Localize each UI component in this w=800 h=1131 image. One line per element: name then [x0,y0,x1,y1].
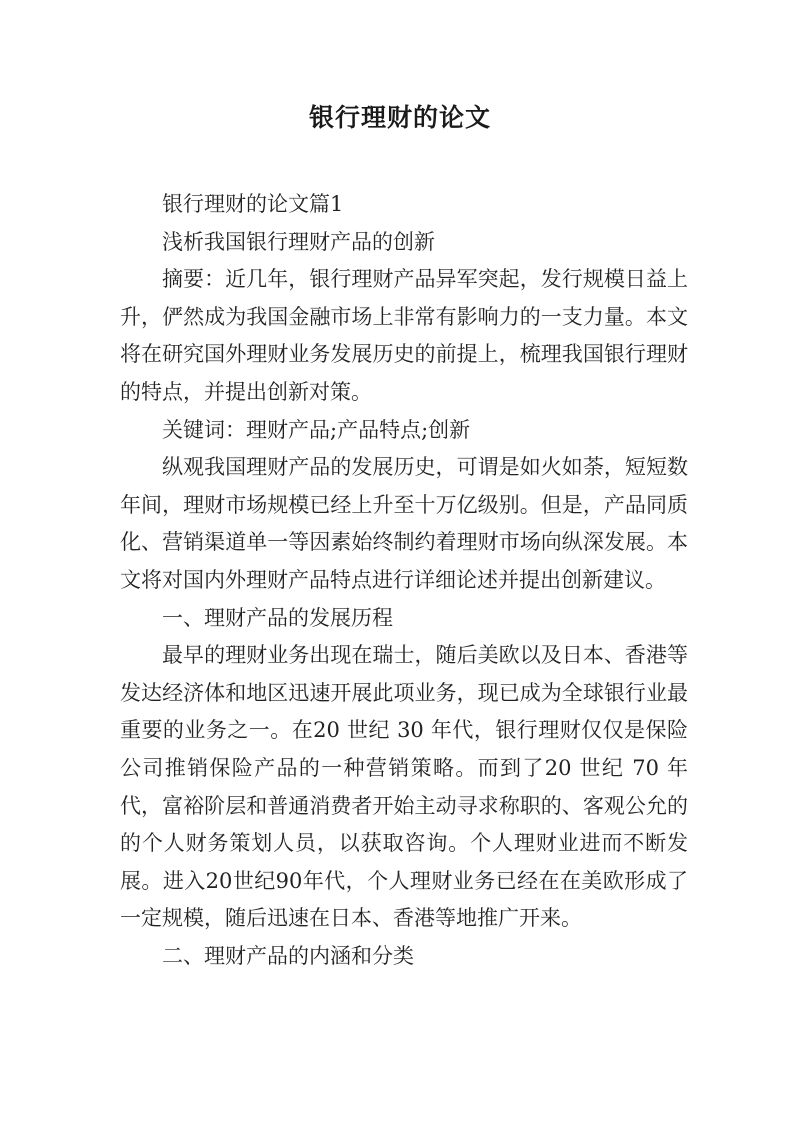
section-heading-2: 二、理财产品的内涵和分类 [162,943,414,968]
article-title: 浅析我国银行理财产品的创新 [162,229,435,254]
abstract-paragraph: 摘要：近几年，银行理财产品异军突起，发行规模日益上升，俨然成为我国金融市场上非常有影响力的一支力量。本文将在研究国外理财业务发展历史的前提上，梳理我国银行理财的特点，并提出创新对策。 [120,267,688,404]
keywords-paragraph: 关键词：理财产品;产品特点;创新 [162,417,471,442]
intro-paragraph: 纵观我国理财产品的发展历史，可谓是如火如荼，短短数年间，理财市场规模已经上升至十万亿级别。但是，产品同质化、营销渠道单一等因素始终制约着理财市场向纵深发展。本文将对国内外理财产品特点进行详细论述并提出创新建议。 [120,455,688,592]
section-heading-1: 一、理财产品的发展历程 [162,605,393,630]
history-paragraph: 最早的理财业务出现在瑞士，随后美欧以及日本、香港等发达经济体和地区迅速开展此项业务，现已成为全球银行业最重要的业务之一。在20 世纪 30 年代，银行理财仅仅是保险公司推销保险产品的一种营销策略。而到了20 世纪 70 年代，富裕阶层和普通消费者开始主动寻求称职的、客观公允的的个人财务策划人员，以获取咨询。个人理财业进而不断发展。进入20世纪90年代，个人理财业务已经在在美欧形成了一定规模，随后迅速在日本、香港等地推广开来。 [120,643,688,931]
section-heading-article-1: 银行理财的论文篇1 [162,192,344,216]
document-body [120,186,688,975]
document-title: 银行理财的论文 [308,103,491,132]
